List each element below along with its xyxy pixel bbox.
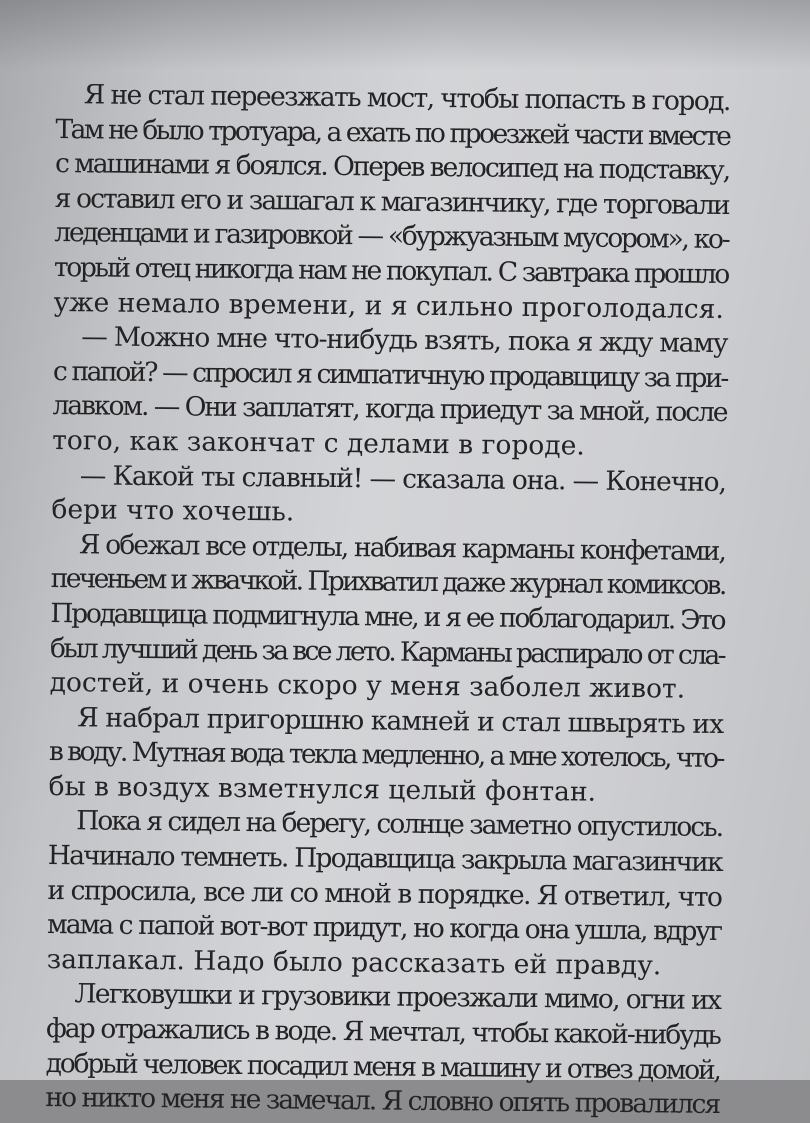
text-line: — Какой ты славный! — сказала она. — Конечно,: [79, 459, 726, 498]
text-line: я оставил его и зашагал к магазинчику, где торговали: [54, 182, 729, 221]
text-line: бери что хочешь.: [51, 494, 295, 528]
text-line: бы в воздух взметнулся целый фонтан.: [48, 770, 597, 808]
text-line: Там не было тротуара, а ехать по проезжей части вместе: [55, 113, 730, 152]
text-line: Я набрал пригоршню камней и стал швырять их: [77, 701, 724, 740]
text-line: Начинало темнеть. Продавщица закрыла магазинчик: [47, 840, 722, 879]
text-line: в воду. Мутная вода текла медленно, а мне хотелось, что-: [48, 736, 724, 775]
text-line: фар отражались в воде. Я мечтал, чтобы какой-нибудь: [45, 1012, 721, 1052]
text-line: мама с папой вот-вот придут, но когда она ушла, вдруг: [46, 909, 722, 948]
text-line: Я обежал все отделы, набивая карманы конфетами,: [78, 528, 726, 567]
text-line: торый отец никогда нам не покупал. С завтрака прошло: [53, 251, 729, 291]
text-line: Я не стал переезжать мост, чтобы попасть в город.: [83, 79, 730, 118]
text-line: Пока я сидел на берегу, солнце заметно опустилось.: [76, 805, 723, 844]
text-line: был лучший день за все лето. Карманы распирало от сла-: [49, 632, 725, 671]
text-line: с папой? — спросил я симпатичную продавщицу за при-: [52, 355, 728, 394]
page-shadow: [0, 0, 810, 70]
text-line: и спросила, все ли со мной в порядке. Я ответил, что: [47, 874, 722, 913]
text-line: достей, и очень скоро у меня заболел живот.: [49, 667, 686, 705]
text-line: уже немало времени, и я сильно проголодался.: [53, 286, 725, 325]
text-line: печеньем и жвачкой. Прихватил даже журнал комиксов.: [50, 563, 725, 602]
text-line: добрый человек посадил меня в машину и отвез домой,: [45, 1047, 720, 1086]
text-line: того, как закончат с делами в городе.: [52, 424, 585, 462]
text-line: Легковушки и грузовики проезжали мимо, огни их: [74, 978, 721, 1017]
text-line: с машинами я боялся. Оперев велосипед на подставку,: [54, 148, 730, 187]
text-line: Продавщица подмигнула мне, и я ее поблагодарил. Это: [50, 597, 725, 636]
body-text: [45, 78, 730, 1123]
text-line: но никто меня не замечал. Я словно опять провалился: [45, 1082, 720, 1121]
text-line: лавком. — Они заплатят, когда приедут за мной, после: [52, 390, 727, 429]
text-line: — Можно мне что-нибудь взять, пока я жду маму: [81, 321, 728, 360]
text-line: заплакал. Надо было рассказать ей правду.: [46, 943, 662, 982]
text-line: леденцами и газировкой — «буржуазным мусором», ко-: [54, 217, 729, 256]
